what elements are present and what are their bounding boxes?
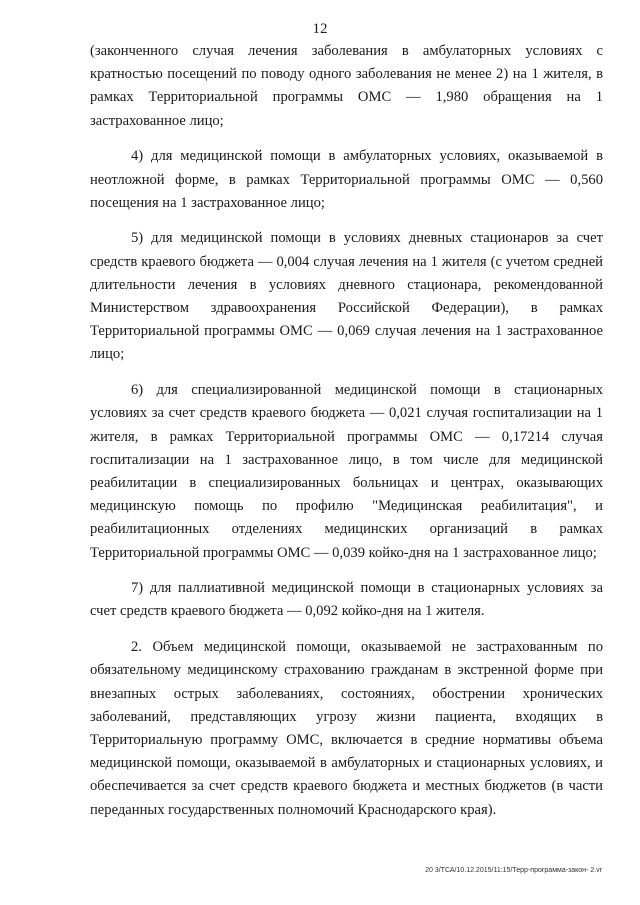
paragraph-spacer	[90, 624, 603, 637]
paragraph-item-7: 7) для паллиативной медицинской помощи в стационарных условиях за счет средств краевого бюджета — 0,092 койко-дня на 1 жителя.	[90, 580, 603, 620]
paragraph-section-2: 2. Объем медицинской помощи, оказываемой не застрахованным по обязательному медицинскому страхованию гражданам в экстренной форме при внезапных острых заболеваниях, состояниях, обострении хронических заболеваний, представляющих угрозу жизни пациента, входящих в Территориальную программу ОМС, включается в средние нормативы объема медицинской помощи, оказываемой в амбулаторных и стационарных условиях, и обеспечивается за счет средств краевого бюджета и местных бюджетов (в части переданных государственных полномочий Краснодарского края).	[90, 639, 603, 818]
paragraph-spacer	[90, 565, 603, 578]
paragraph-item-5: 5) для медицинской помощи в условиях дневных стационаров за счет средств краевого бюджета — 0,004 случая лечения на 1 жителя (с учетом средней длительности лечения в условиях дневного стационара, рекомендованной Министерством здравоохранения Российской Федерации), в рамках Территориальной программы ОМС — 0,069 случая лечения на 1 застрахованное лицо;	[90, 230, 603, 363]
paragraph-spacer	[90, 367, 603, 380]
document-body	[90, 40, 603, 822]
page-number: 12	[312, 21, 328, 37]
paragraph-spacer	[90, 215, 603, 228]
paragraph-spacer	[90, 133, 603, 146]
document-footer: 20 3/ТСА/10.12.2015/11:15/Терр-программа-закон- 2.vr	[425, 867, 602, 874]
paragraph-continuation: (законченного случая лечения заболевания в амбулаторных условиях с кратностью посещений по поводу одного заболевания не менее 2) на 1 жителя, в рамках Территориальной программы ОМС — 1,980 обращения на 1 застрахованное лицо;	[90, 43, 603, 129]
paragraph-item-6: 6) для специализированной медицинской помощи в стационарных условиях за счет средств краевого бюджета — 0,021 случая госпитализации на 1 жителя, в рамках Территориальной программы ОМС — 0,17214 случая госпитализации на 1 застрахованное лицо, в том числе для медицинской реабилитации в специализированных больницах и центрах, оказывающих медицинскую помощь по профилю "Медицинская реабилитация", и реабилитационных отделениях медицинских организаций в рамках Территориальной программы ОМС — 0,039 койко-дня на 1 застрахованное лицо;	[90, 382, 603, 561]
paragraph-item-4: 4) для медицинской помощи в амбулаторных условиях, оказываемой в неотложной форме, в рамках Территориальной программы ОМС — 0,560 посещения на 1 застрахованное лицо;	[90, 148, 603, 211]
